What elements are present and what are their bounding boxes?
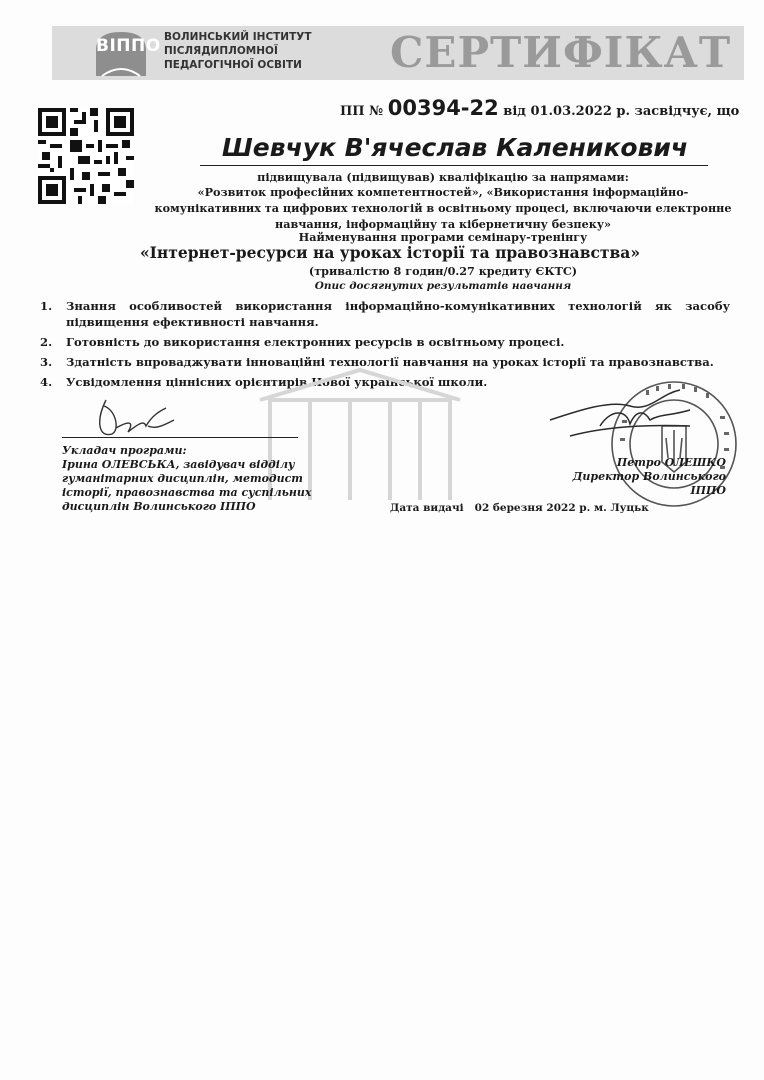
directions: «Розвиток професійних компетентностей», «Використання інформаційно- комунікативних та цифрових технологій в освітньому процесі, включаючи електронне навчання, інформаційну та кібернетичну безпеку» bbox=[154, 185, 732, 231]
qualified-text: підвищувала (підвищував) кваліфікацію за напрямами: bbox=[257, 170, 629, 184]
author-signature bbox=[86, 390, 206, 440]
list-item: 1. Знання особливостей використання інформаційно-комунікативних технологій як засобу підвищення ефективності навчання. bbox=[40, 299, 730, 329]
institute-name: ВОЛИНСЬКИЙ ІНСТИТУТ ПІСЛЯДИПЛОМНОЇ ПЕДАГОГІЧНОЇ ОСВІТИ bbox=[164, 31, 312, 71]
issue-date: Дата видачі 02 березня 2022 р. м. Луцьк bbox=[390, 502, 649, 514]
program-duration: (тривалістю 8 годин/0.27 кредиту ЄКТС) bbox=[308, 264, 578, 278]
director-signature bbox=[540, 380, 700, 450]
program-name: «Інтернет-ресурси на уроках історії та правознавства» bbox=[139, 243, 641, 262]
signature-line bbox=[62, 437, 298, 438]
outcomes-caption: Опис досягнутих результатів навчання bbox=[314, 280, 572, 292]
qr-code bbox=[38, 108, 134, 204]
recipient-underline bbox=[200, 165, 708, 166]
certificate-number: 00394-22 bbox=[387, 96, 499, 120]
program-author: Укладач програми: Ірина ОЛЕВСЬКА, завідувач відділу гуманітарних дисциплін, методист історії, правознавства та суспільних дисциплін Волинського ІППО bbox=[62, 444, 312, 513]
certificate-title: СЕРТИФІКАТ bbox=[390, 28, 732, 77]
logo-text: ВІППО bbox=[96, 36, 161, 56]
certificate-number-line: ПП № 00394-22 від 01.03.2022 р. засвідчує, що bbox=[340, 96, 740, 120]
list-item: 3. Здатність впроваджувати інноваційні технології навчання на уроках історії та правознавства. bbox=[40, 355, 714, 369]
director-info: Петро ОЛЕШКО Директор Волинського ІППО bbox=[572, 456, 726, 497]
recipient-name: Шевчук В'ячеслав Каленикович bbox=[221, 133, 689, 162]
list-item: 4. Усвідомлення ціннісних орієнтирів Нової української школи. bbox=[40, 375, 488, 389]
list-item: 2. Готовність до використання електронних ресурсів в освітньому процесі. bbox=[40, 335, 565, 349]
program-caption: Найменування програми семінару-тренінгу bbox=[298, 230, 588, 244]
